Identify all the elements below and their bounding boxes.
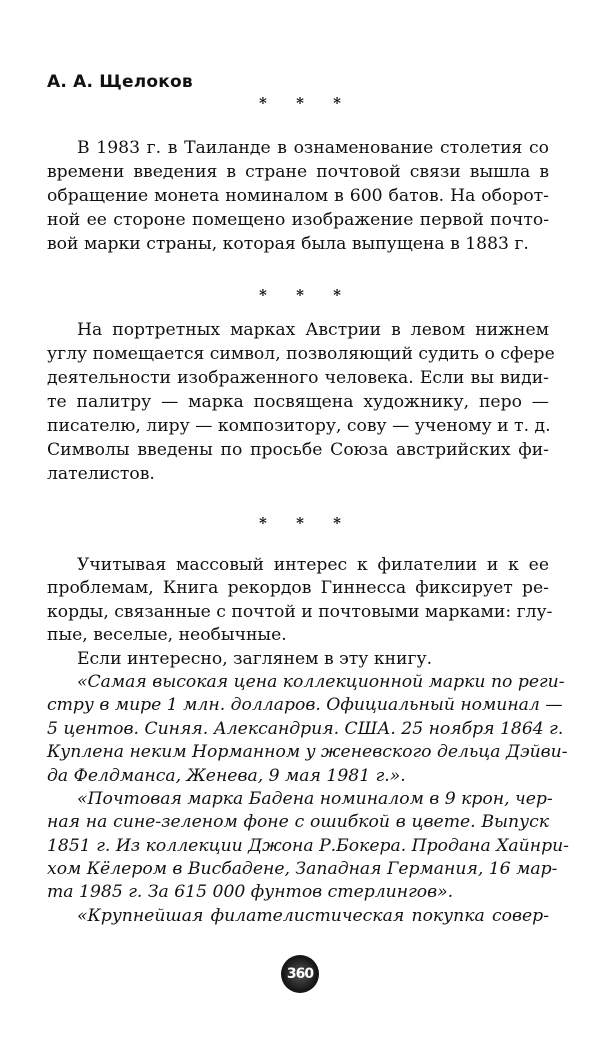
section-separator: * * * bbox=[259, 94, 353, 112]
text-line: да Фелдманса, Женева, 9 мая 1981 г.». bbox=[47, 765, 406, 786]
text-line: На портретных марках Австрии в левом нижнем bbox=[77, 320, 549, 340]
text-line: та 1985 г. За 615 000 фунтов стерлингов». bbox=[47, 882, 454, 903]
text-line: деятельности изображенного человека. Если вы види- bbox=[47, 368, 549, 388]
text-line: пые, веселые, необычные. bbox=[47, 625, 287, 646]
text-line: вой марки страны, которая была выпущена в 1883 г. bbox=[47, 234, 529, 254]
text-line: хом Кёлером в Висбадене, Западная Германия, 16 мар- bbox=[47, 859, 558, 880]
text-line: ная на сине-зеленом фоне с ошибкой в цвете. Выпуск bbox=[47, 812, 549, 833]
text-line: писателю, лиру — композитору, сову — ученому и т. д. bbox=[47, 416, 551, 436]
text-line: углу помещается символ, позволяющий судить о сфере bbox=[47, 344, 555, 364]
paragraph-austria-stamps bbox=[47, 318, 555, 486]
text-line: «Самая высокая цена коллекционной марки по реги- bbox=[77, 671, 565, 692]
quote-baden-stamp bbox=[47, 788, 569, 905]
text-line: корды, связанные с почтой и почтовыми марками: глу- bbox=[47, 601, 553, 622]
running-header-author: А. А. Щелоков bbox=[47, 72, 193, 92]
section-separator: * * * bbox=[259, 514, 353, 532]
section-guinness bbox=[47, 554, 569, 928]
text-line: «Крупнейшая филателистическая покупка совер- bbox=[77, 905, 549, 926]
text-line: Если интересно, заглянем в эту книгу. bbox=[77, 648, 433, 669]
text-line: лателистов. bbox=[47, 464, 155, 484]
text-line: 5 центов. Синяя. Александрия. США. 25 ноября 1864 г. bbox=[47, 718, 564, 739]
text-line: 1851 г. Из коллекции Джона Р.Бокера. Продана Хайнри- bbox=[47, 835, 569, 856]
text-line: обращение монета номиналом в 600 батов. На оборот- bbox=[47, 186, 549, 206]
text-line: В 1983 г. в Таиланде в ознаменование столетия со bbox=[77, 138, 549, 158]
text-line: Символы введены по просьбе Союза австрийских фи- bbox=[47, 440, 549, 460]
paragraph-thailand-coin bbox=[47, 136, 549, 256]
section-separator: * * * bbox=[259, 286, 353, 304]
quote-largest-purchase bbox=[47, 905, 549, 928]
text-line: ной ее стороне помещено изображение первой почто- bbox=[47, 210, 549, 230]
text-line: те палитру — марка посвящена художнику, перо — bbox=[47, 392, 549, 412]
text-line: Куплена неким Норманном у женевского дельца Дэйви- bbox=[47, 742, 568, 763]
text-line: «Почтовая марка Бадена номиналом в 9 крон, чер- bbox=[77, 788, 553, 809]
text-line: Учитывая массовый интерес к филателии и к ее bbox=[77, 555, 549, 575]
text-line: стру в мире 1 млн. долларов. Официальный номинал — bbox=[47, 695, 563, 716]
page-number-badge: 360 bbox=[281, 955, 319, 993]
text-line: проблемам, Книга рекордов Гиннесса фиксирует ре- bbox=[47, 578, 549, 599]
quote-record-price bbox=[47, 671, 568, 788]
text-line: времени введения в стране почтовой связи вышла в bbox=[47, 162, 549, 182]
